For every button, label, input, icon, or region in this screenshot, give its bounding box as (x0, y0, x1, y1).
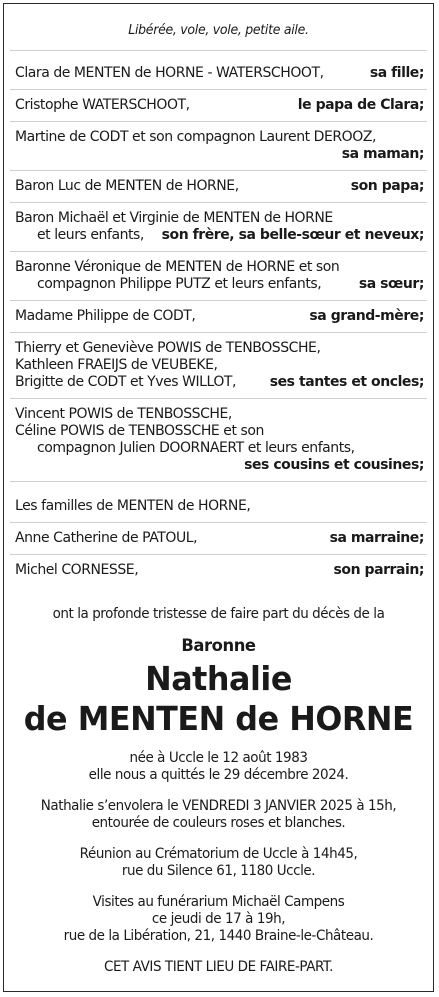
family-member-role: sa maman; (341, 146, 424, 162)
divider (10, 89, 427, 90)
divider (10, 554, 427, 555)
ceremony-info: Nathalie s’envolera le VENDREDI 3 JANVIER 2025 à 15h, (40, 798, 397, 814)
family-member-name: Cristophe WATERSCHOOT, (15, 97, 190, 113)
deceased-title: Baronne (181, 636, 256, 656)
family-member-role: sa sœur; (358, 276, 424, 292)
family-member-name: compagnon Julien DOORNAERT et leurs enfants, (37, 440, 355, 456)
family-member-name: Michel CORNESSE, (15, 562, 139, 578)
family-member-name: Anne Catherine de PATOUL, (15, 530, 198, 546)
birth-info: née à Uccle le 12 août 1983 (129, 750, 308, 766)
divider (10, 398, 427, 399)
divider (10, 481, 427, 482)
reunion-address: rue du Silence 61, 1180 Uccle. (121, 863, 316, 879)
death-notice (3, 3, 434, 992)
family-member-name: Brigitte de CODT et Yves WILLOT, (15, 374, 237, 390)
family-member-name: Madame Philippe de CODT, (15, 308, 196, 324)
family-member-name: Martine de CODT et son compagnon Laurent DEROOZ, (15, 129, 376, 145)
motto: Libérée, vole, vole, petite aile. (128, 23, 309, 38)
family-member-role: ses cousins et cousines; (244, 457, 424, 473)
deceased-first-name: Nathalie (145, 659, 292, 698)
family-member-name: Clara de MENTEN de HORNE - WATERSCHOOT, (15, 65, 324, 81)
family-member-role: ses tantes et oncles; (269, 374, 424, 390)
family-member-role: son papa; (350, 178, 424, 194)
divider (10, 332, 427, 333)
family-member-role: le papa de Clara; (297, 97, 424, 113)
closing-note: CET AVIS TIENT LIEU DE FAIRE-PART. (103, 959, 334, 975)
family-member-role: sa grand-mère; (309, 308, 424, 324)
family-member-name: Céline POWIS de TENBOSSCHE et son (15, 423, 264, 439)
family-member-name: Vincent POWIS de TENBOSSCHE, (15, 406, 232, 422)
family-member-role: sa fille; (369, 65, 424, 81)
family-member-role: son frère, sa belle-sœur et neveux; (161, 227, 424, 243)
divider (10, 251, 427, 252)
family-member-role: sa marraine; (329, 530, 424, 546)
reunion-info: Réunion au Crématorium de Uccle à 14h45, (79, 846, 358, 862)
divider (10, 170, 427, 171)
family-member-name: Les familles de MENTEN de HORNE, (15, 498, 251, 514)
deceased-surname: de MENTEN de HORNE (23, 699, 414, 738)
divider (10, 202, 427, 203)
ceremony-info: entourée de couleurs roses et blanches. (91, 815, 346, 831)
family-member-name: et leurs enfants, (37, 227, 144, 243)
divider (10, 522, 427, 523)
family-member-name: compagnon Philippe PUTZ et leurs enfants, (37, 276, 322, 292)
visit-hours: ce jeudi de 17 à 19h, (151, 911, 286, 927)
family-member-role: son parrain; (333, 562, 424, 578)
divider (10, 50, 427, 51)
family-member-name: Baronne Véronique de MENTEN de HORNE et son (15, 259, 340, 275)
visit-info: Visites au funérarium Michaël Campens (92, 894, 345, 910)
announcement-text: ont la profonde tristesse de faire part du décès de la (52, 606, 385, 622)
family-member-name: Thierry et Geneviève POWIS de TENBOSSCHE, (15, 340, 321, 356)
divider (10, 121, 427, 122)
death-info: elle nous a quittés le 29 décembre 2024. (88, 767, 349, 783)
family-member-name: Baron Luc de MENTEN de HORNE, (15, 178, 239, 194)
family-member-name: Baron Michaël et Virginie de MENTEN de HORNE (15, 210, 333, 226)
visit-address: rue de la Libération, 21, 1440 Braine-le-Château. (63, 928, 374, 944)
family-member-name: Kathleen FRAEIJS de VEUBEKE, (15, 357, 218, 373)
divider (10, 300, 427, 301)
